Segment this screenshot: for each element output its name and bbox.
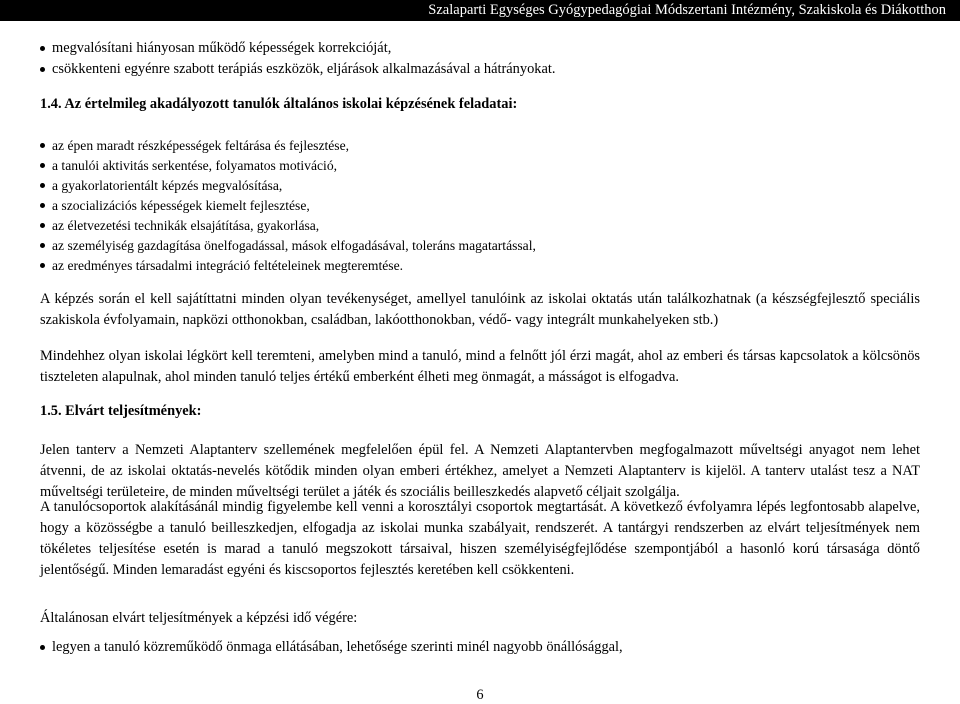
- list-item: csökkenteni egyénre szabott terápiás eszközök, eljárások alkalmazásával a hátrányokat.: [0, 59, 555, 80]
- list-item: a tanulói aktivitás serkentése, folyamatos motiváció,: [0, 156, 536, 176]
- section-heading-1-4: 1.4. Az értelmileg akadályozott tanulók általános iskolai képzésének feladatai:: [40, 96, 518, 112]
- list-item: a gyakorlatorientált képzés megvalósítása,: [0, 176, 536, 196]
- section-1-4-bullet-list: [0, 136, 536, 276]
- paragraph-student-groups: A tanulócsoportok alakításánál mindig figyelembe kell venni a korosztályi csoportok megtartását. A következő évfolyamra lépés legfontosabb alapelve, hogy a közösségbe a tanuló beilleszkedjen, elfogadja az iskolai munka szabályait, rendszerét. A tantárgyi rendszerben az elvárt teljesítmények nem tökéletes teljesítése esetén is marad a tanuló megszokott társaival, hiszen személyiségfejlődése szempontjából a hasonló korú társasága döntő jelentőségű. Minden lemaradást egyéni és kiscsoportos fejlesztés keretében kell csökkenteni.: [40, 499, 920, 578]
- list-item: az épen maradt részképességek feltárása és fejlesztése,: [0, 136, 536, 156]
- paragraph-school-climate: Mindehhez olyan iskolai légkört kell teremteni, amelyben mind a tanuló, mind a felnőtt jól érzi magát, ahol az emberi és társas kapcsolatok a kölcsönös tiszteleten alapulnak, ahol minden tanuló teljes értékű emberként élheti meg önmagát, a másságot is elfogadva.: [40, 348, 920, 385]
- list-item: a szocializációs képességek kiemelt fejlesztése,: [0, 196, 536, 216]
- list-item: az életvezetési technikák elsajátítása, gyakorlása,: [0, 216, 536, 236]
- list-item: megvalósítani hiányosan működő képességek korrekcióját,: [0, 38, 555, 59]
- intro-bullet-list: [0, 38, 555, 80]
- list-item: legyen a tanuló közreműködő önmaga ellátásában, lehetősége szerinti minél nagyobb önállósággal,: [0, 637, 623, 658]
- final-bullet-list: [0, 637, 623, 658]
- list-item: az eredményes társadalmi integráció feltételeinek megteremtése.: [0, 256, 536, 276]
- paragraph-training-activities: A képzés során el kell sajátíttatni minden olyan tevékenységet, amellyel tanulóink az iskolai oktatás után találkozhatnak (a készségfejlesztő speciális szakiskola évfolyamain, napközi otthonokban, családban, lakóotthonokban, védő- vagy integrált munkahelyeken stb.): [40, 291, 920, 328]
- section-heading-1-5: 1.5. Elvárt teljesítmények:: [40, 403, 202, 419]
- paragraph-curriculum: Jelen tanterv a Nemzeti Alaptanterv szellemének megfelelően épül fel. A Nemzeti Alaptantervben megfogalmazott műveltségi anyagot nem lehet átvenni, de az iskolai oktatás-nevelés kötődik minden olyan emberi értékhez, amelyet a Nemzeti Alaptanterv is kijelöl. A tanterv utalást tesz a NAT műveltségi területeire, de minden műveltségi terület a játék és szociális beilleszkedés alapvető céljait szolgálja.: [40, 442, 920, 500]
- list-item: az személyiség gazdagítása önelfogadással, mások elfogadásával, toleráns magatartással,: [0, 236, 536, 256]
- page-header: [0, 0, 960, 21]
- header-title: Szalaparti Egységes Gyógypedagógiai Módszertani Intézmény, Szakiskola és Diákotthon: [428, 2, 946, 18]
- page-number: 6: [476, 687, 484, 703]
- general-expectations-label: Általánosan elvárt teljesítmények a képzési idő végére:: [40, 610, 358, 626]
